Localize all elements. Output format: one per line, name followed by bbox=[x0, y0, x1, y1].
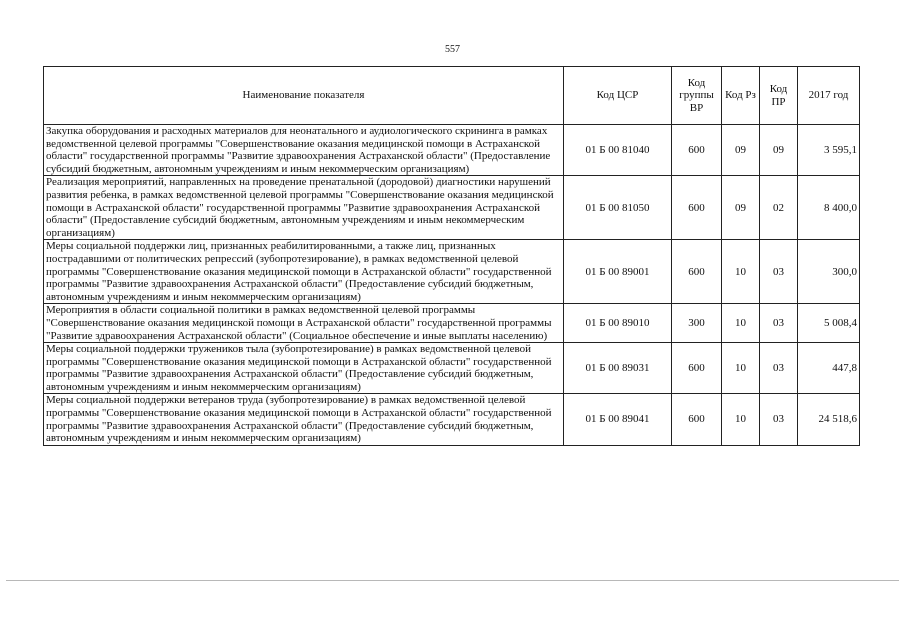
row-rz-code: 10 bbox=[722, 240, 760, 304]
row-vr-code: 600 bbox=[672, 240, 722, 304]
table-row bbox=[44, 125, 860, 176]
table-header-row bbox=[44, 67, 860, 125]
row-pr-code: 03 bbox=[760, 343, 798, 394]
table-row bbox=[44, 343, 860, 394]
row-vr-code: 600 bbox=[672, 125, 722, 176]
row-amount: 8 400,0 bbox=[798, 176, 860, 240]
row-pr-code: 02 bbox=[760, 176, 798, 240]
budget-table bbox=[43, 66, 860, 446]
row-name: Меры социальной поддержки ветеранов труда (зубопротезирование) в рамках ведомственной целевой программы "Совершенствование оказания медицинской помощи в Астраханской области" государственной программы "Развитие здравоохранения Астраханской области" (Предоставление субсидий бюджетным, автономным учреждениям и иным некоммерческим организациям) bbox=[44, 394, 564, 445]
row-csr-code: 01 Б 00 81040 bbox=[564, 125, 672, 176]
header-pr-code: Код ПР bbox=[760, 67, 798, 125]
row-vr-code: 600 bbox=[672, 394, 722, 445]
row-vr-code: 300 bbox=[672, 304, 722, 343]
header-year: 2017 год bbox=[798, 67, 860, 125]
row-name: Реализация мероприятий, направленных на проведение пренатальной (дородовой) диагностики нарушений развития ребенка, в рамках ведомственной целевой программы "Совершенствование оказания медицинской помощи в Астраханской области" государственной программы "Развитие здравоохранения Астраханской области" (Предоставление субсидий бюджетным, автономным учреждениям и иным некоммерческим организациям) bbox=[44, 176, 564, 240]
row-amount: 300,0 bbox=[798, 240, 860, 304]
table-row bbox=[44, 240, 860, 304]
row-name: Мероприятия в области социальной политики в рамках ведомственной целевой программы "Совершенствование оказания медицинской помощи в Астраханской области" государственной программы "Развитие здравоохранения Астраханской области" (Социальное обеспечение и иные выплаты населению) bbox=[44, 304, 564, 343]
row-rz-code: 10 bbox=[722, 343, 760, 394]
row-csr-code: 01 Б 00 89010 bbox=[564, 304, 672, 343]
row-csr-code: 01 Б 00 81050 bbox=[564, 176, 672, 240]
row-amount: 447,8 bbox=[798, 343, 860, 394]
row-csr-code: 01 Б 00 89031 bbox=[564, 343, 672, 394]
row-rz-code: 09 bbox=[722, 176, 760, 240]
row-csr-code: 01 Б 00 89041 bbox=[564, 394, 672, 445]
row-amount: 24 518,6 bbox=[798, 394, 860, 445]
header-csr-code: Код ЦСР bbox=[564, 67, 672, 125]
header-rz-code: Код Рз bbox=[722, 67, 760, 125]
table-row bbox=[44, 176, 860, 240]
row-rz-code: 09 bbox=[722, 125, 760, 176]
row-pr-code: 03 bbox=[760, 304, 798, 343]
row-rz-code: 10 bbox=[722, 394, 760, 445]
page-number: 557 bbox=[445, 44, 460, 55]
page-divider bbox=[6, 580, 899, 581]
header-vr-code: Код группы ВР bbox=[672, 67, 722, 125]
row-name: Закупка оборудования и расходных материалов для неонатального и аудиологического скрининга в рамках ведомственной целевой программы "Совершенствование оказания медицинской помощи в Астраханской области" государственной программы "Развитие здравоохранения Астраханской области" (Предоставление субсидий бюджетным, автономным учреждениям и иным некоммерческим организациям) bbox=[44, 125, 564, 176]
row-amount: 3 595,1 bbox=[798, 125, 860, 176]
table-row bbox=[44, 394, 860, 445]
row-amount: 5 008,4 bbox=[798, 304, 860, 343]
row-csr-code: 01 Б 00 89001 bbox=[564, 240, 672, 304]
row-vr-code: 600 bbox=[672, 176, 722, 240]
row-pr-code: 03 bbox=[760, 394, 798, 445]
row-rz-code: 10 bbox=[722, 304, 760, 343]
row-name: Меры социальной поддержки тружеников тыла (зубопротезирование) в рамках ведомственной целевой программы "Совершенствование оказания медицинской помощи в Астраханской области" государственной программы "Развитие здравоохранения Астраханской области" (Предоставление субсидий бюджетным, автономным учреждениям и иным некоммерческим организациям) bbox=[44, 343, 564, 394]
row-name: Меры социальной поддержки лиц, признанных реабилитированными, а также лиц, признанных пострадавшими от политических репрессий (зубопротезирование), в рамках ведомственной целевой программы "Совершенствование оказания медицинской помощи в Астраханской области" государственной программы "Развитие здравоохранения Астраханской области" (Предоставление субсидий бюджетным, автономным учреждениям и иным некоммерческим организациям) bbox=[44, 240, 564, 304]
header-name: Наименование показателя bbox=[44, 67, 564, 125]
table-row bbox=[44, 304, 860, 343]
row-pr-code: 09 bbox=[760, 125, 798, 176]
row-vr-code: 600 bbox=[672, 343, 722, 394]
row-pr-code: 03 bbox=[760, 240, 798, 304]
